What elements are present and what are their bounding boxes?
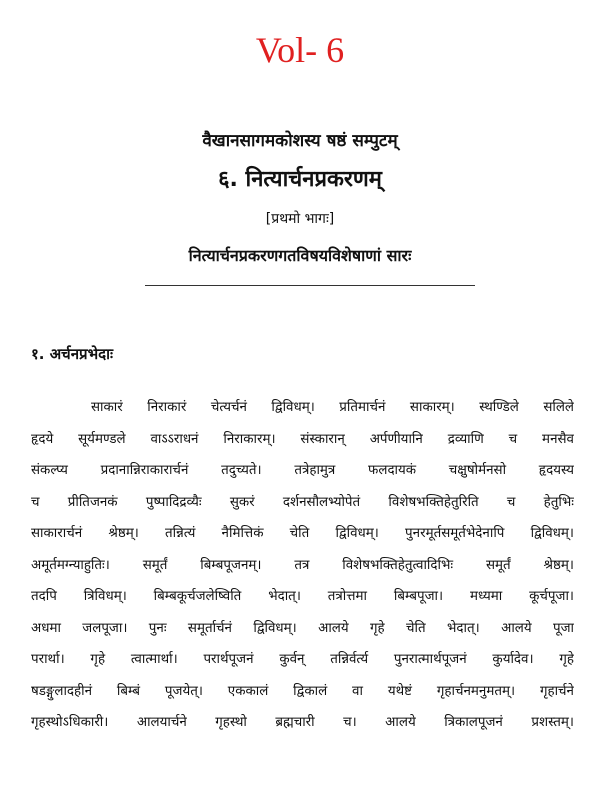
chapter-title: ६. नित्यार्चनप्रकरणम् — [218, 167, 382, 192]
body-line: हृदये सूर्यमण्डले वाऽऽराधनं निराकारम्। संस्कारान् अर्पणीयानि द्रव्याणि च मनसैव — [31, 431, 574, 447]
body-line: तदपि त्रिविधम्। बिम्बकूर्चजलेष्विति भेदात्। तत्रोत्तमा बिम्बपूजा। मध्यमा कूर्चपूजा। — [31, 589, 574, 604]
volume-label: Vol- 6 — [255, 30, 345, 70]
body-line: साकारार्चनं श्रेष्ठम्। तन्नित्यं नैमित्तिकं चेति द्विविधम्। पुनरमूर्तसमूर्तभेदेनापि द्विविधम्। — [31, 526, 574, 541]
body-line: गृहस्थोऽधिकारी। आलयार्चने गृहस्थो ब्रह्मचारी च। आलये त्रिकालपूजनं प्रशस्तम्। — [31, 715, 574, 730]
body-line: अमूर्तमग्न्याहुतिः। समूर्तं बिम्बपूजनम्। तत्र विशेषभक्तिहेतुत्वादिभिः समूर्तं श्रेष्ठम्। — [31, 557, 574, 573]
collection-title: वैखानसागमकोशस्य षष्ठं सम्पुटम् — [202, 131, 398, 151]
body-line: षडङ्गुलादहीनं बिम्बं पूजयेत्। एककालं द्विकालं वा यथेष्टं गृहार्चनमनुमतम्। गृहार्चने — [31, 683, 574, 699]
body-line: अधमा जलपूजा। पुनः समूर्तार्चनं द्विविधम्। आलये गृहे चेति भेदात्। आलये पूजा — [31, 620, 574, 636]
body-paragraph — [31, 392, 574, 739]
body-line: संकल्प्य प्रदानान्निराकारार्चनं तदुच्यते। तत्रेहामुत्र फलदायकं चक्षुषोर्मनसो हृदयस्य — [31, 463, 574, 478]
summary-title: नित्यार्चनप्रकरणगतविषयविशेषाणां सारः — [188, 246, 412, 265]
body-line: च प्रीतिजनकं पुष्पादिद्रव्यैः सुकरं दर्शनसौलभ्योपेतं विशेषभक्तिहेतुरिति च हेतुभिः — [31, 494, 574, 510]
body-line: परार्था। गृहे त्वात्मार्था। परार्थपूजनं कुर्वन् तन्निर्वर्त्य पुनरात्मार्थपूजनं कुर्यादेव। गृहे — [31, 652, 574, 667]
title-underline — [145, 285, 475, 286]
part-label: [प्रथमो भागः] — [265, 211, 335, 227]
section-heading: १. अर्चनप्रभेदाः — [31, 345, 113, 363]
body-line: साकारं निराकारं चेत्यर्चनं द्विविधम्। प्रतिमार्चनं साकारम्। स्थण्डिले सलिले — [91, 400, 574, 415]
